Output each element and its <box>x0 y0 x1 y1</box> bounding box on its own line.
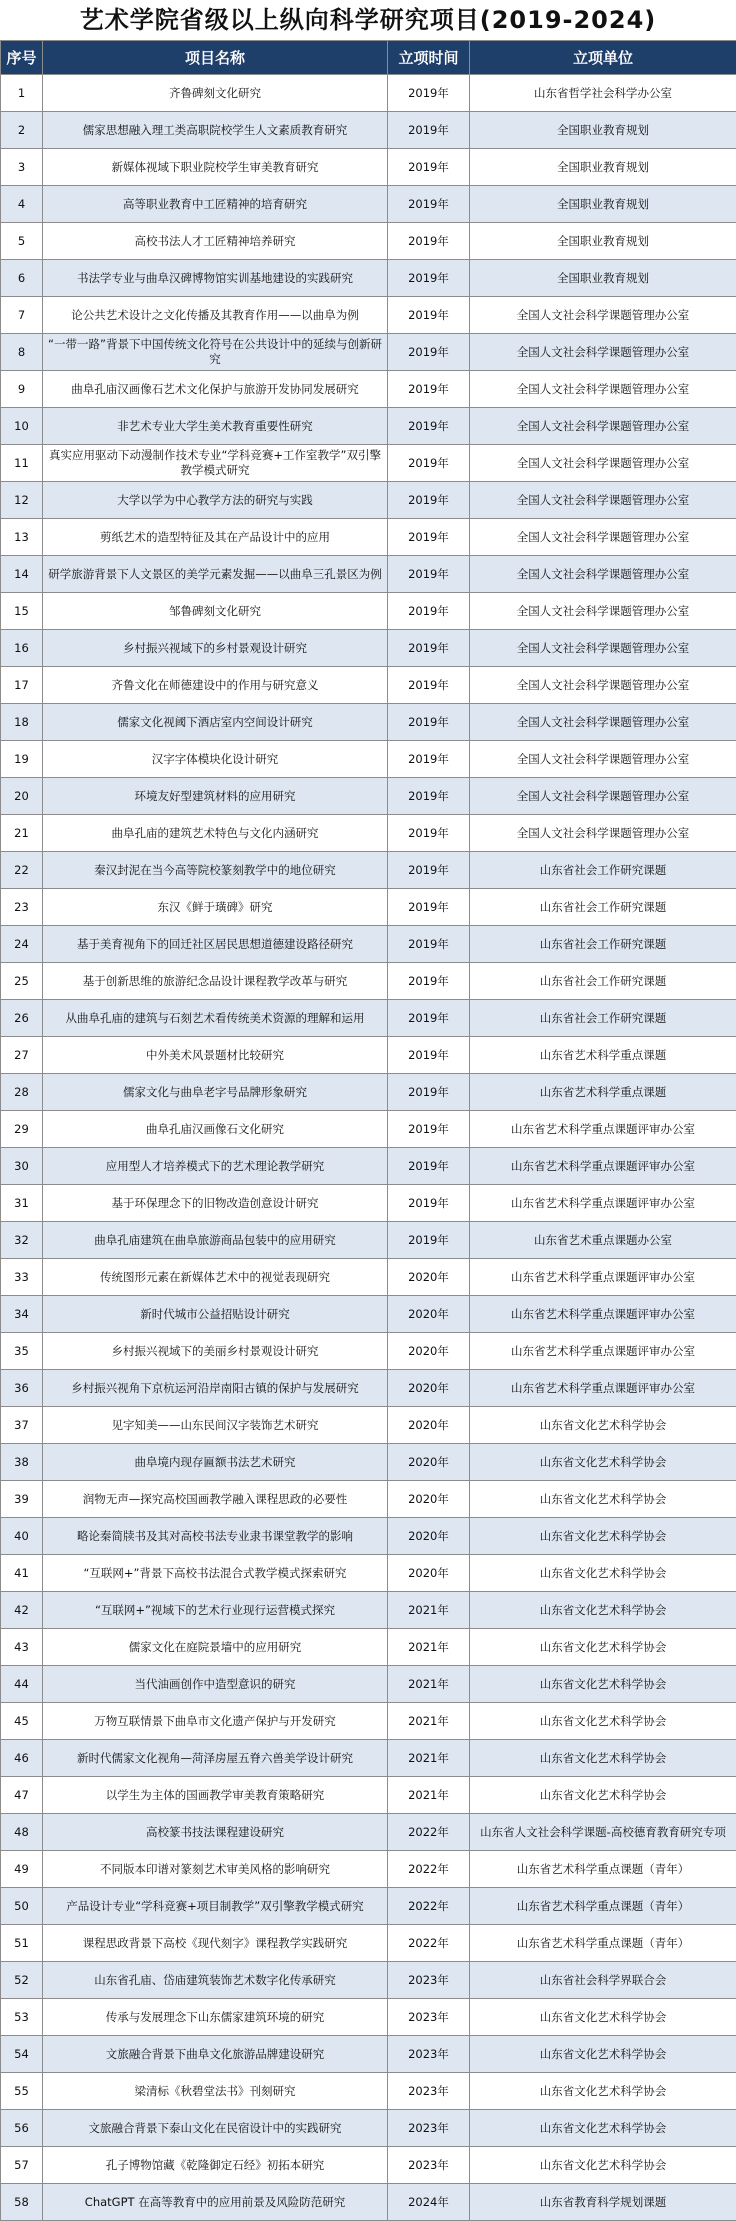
table-row <box>1 778 736 815</box>
header-name: 项目名称 <box>43 41 388 75</box>
cell-project-name: 曲阜孔庙汉画像石文化研究 <box>43 1111 388 1148</box>
cell-index: 27 <box>1 1037 43 1074</box>
table-row <box>1 260 736 297</box>
cell-year: 2019年 <box>388 704 470 741</box>
cell-year: 2021年 <box>388 1666 470 1703</box>
cell-year: 2020年 <box>388 1481 470 1518</box>
cell-index: 11 <box>1 445 43 482</box>
table-row <box>1 371 736 408</box>
cell-org: 山东省艺术科学重点课题评审办公室 <box>470 1259 736 1296</box>
table-row <box>1 1407 736 1444</box>
cell-org: 全国人文社会科学课题管理办公室 <box>470 815 736 852</box>
cell-project-name: 不同版本印谱对篆刻艺术审美风格的影响研究 <box>43 1851 388 1888</box>
cell-org: 山东省文化艺术科学协会 <box>470 1481 736 1518</box>
table-header-row <box>1 41 736 75</box>
table-row <box>1 1000 736 1037</box>
cell-project-name: 齐鲁文化在师德建设中的作用与研究意义 <box>43 667 388 704</box>
table-row <box>1 445 736 482</box>
table-row <box>1 1851 736 1888</box>
cell-org: 山东省文化艺术科学协会 <box>470 1444 736 1481</box>
cell-project-name: 曲阜孔庙的建筑艺术特色与文化内涵研究 <box>43 815 388 852</box>
cell-org: 山东省艺术科学重点课题（青年） <box>470 1851 736 1888</box>
table-row <box>1 297 736 334</box>
cell-project-name: 基于创新思维的旅游纪念品设计课程教学改革与研究 <box>43 963 388 1000</box>
cell-year: 2019年 <box>388 926 470 963</box>
cell-project-name: “互联网+”背景下高校书法混合式教学模式探索研究 <box>43 1555 388 1592</box>
cell-index: 31 <box>1 1185 43 1222</box>
cell-year: 2019年 <box>388 1148 470 1185</box>
table-row <box>1 223 736 260</box>
cell-project-name: 大学以学为中心教学方法的研究与实践 <box>43 482 388 519</box>
table-row <box>1 889 736 926</box>
cell-year: 2020年 <box>388 1444 470 1481</box>
cell-project-name: 梁清标《秋碧堂法书》刊刻研究 <box>43 2073 388 2110</box>
cell-project-name: 乡村振兴视域下的美丽乡村景观设计研究 <box>43 1333 388 1370</box>
cell-index: 41 <box>1 1555 43 1592</box>
cell-org: 山东省艺术科学重点课题评审办公室 <box>470 1370 736 1407</box>
cell-project-name: 文旅融合背景下曲阜文化旅游品牌建设研究 <box>43 2036 388 2073</box>
cell-org: 全国职业教育规划 <box>470 260 736 297</box>
cell-index: 51 <box>1 1925 43 1962</box>
cell-org: 全国人文社会科学课题管理办公室 <box>470 667 736 704</box>
table-row <box>1 704 736 741</box>
table-row <box>1 1185 736 1222</box>
cell-year: 2020年 <box>388 1518 470 1555</box>
cell-index: 45 <box>1 1703 43 1740</box>
table-row <box>1 2073 736 2110</box>
cell-org: 山东省社会工作研究课题 <box>470 1000 736 1037</box>
cell-org: 山东省艺术科学重点课题 <box>470 1074 736 1111</box>
cell-index: 32 <box>1 1222 43 1259</box>
cell-index: 25 <box>1 963 43 1000</box>
cell-year: 2023年 <box>388 2110 470 2147</box>
cell-index: 24 <box>1 926 43 963</box>
cell-org: 山东省文化艺术科学协会 <box>470 1740 736 1777</box>
cell-year: 2022年 <box>388 1851 470 1888</box>
table-row <box>1 186 736 223</box>
table-row <box>1 1666 736 1703</box>
cell-org: 全国人文社会科学课题管理办公室 <box>470 445 736 482</box>
cell-index: 40 <box>1 1518 43 1555</box>
cell-org: 山东省艺术科学重点课题评审办公室 <box>470 1111 736 1148</box>
cell-year: 2019年 <box>388 1185 470 1222</box>
cell-project-name: 孔子博物馆藏《乾隆御定石经》初拓本研究 <box>43 2147 388 2184</box>
cell-org: 山东省艺术科学重点课题评审办公室 <box>470 1185 736 1222</box>
cell-project-name: 课程思政背景下高校《现代刻字》课程教学实践研究 <box>43 1925 388 1962</box>
table-row <box>1 741 736 778</box>
cell-index: 16 <box>1 630 43 667</box>
cell-org: 山东省艺术科学重点课题评审办公室 <box>470 1148 736 1185</box>
cell-project-name: 山东省孔庙、岱庙建筑装饰艺术数字化传承研究 <box>43 1962 388 1999</box>
cell-org: 山东省文化艺术科学协会 <box>470 2073 736 2110</box>
cell-year: 2020年 <box>388 1370 470 1407</box>
cell-org: 山东省文化艺术科学协会 <box>470 2036 736 2073</box>
cell-year: 2019年 <box>388 889 470 926</box>
cell-year: 2019年 <box>388 852 470 889</box>
cell-project-name: 新时代城市公益招贴设计研究 <box>43 1296 388 1333</box>
table-row <box>1 1111 736 1148</box>
table-row <box>1 926 736 963</box>
cell-year: 2023年 <box>388 1999 470 2036</box>
cell-index: 18 <box>1 704 43 741</box>
cell-project-name: 文旅融合背景下泰山文化在民宿设计中的实践研究 <box>43 2110 388 2147</box>
cell-org: 全国人文社会科学课题管理办公室 <box>470 408 736 445</box>
cell-index: 22 <box>1 852 43 889</box>
cell-index: 47 <box>1 1777 43 1814</box>
cell-year: 2019年 <box>388 186 470 223</box>
cell-year: 2021年 <box>388 1703 470 1740</box>
cell-year: 2019年 <box>388 778 470 815</box>
cell-project-name: 应用型人才培养模式下的艺术理论教学研究 <box>43 1148 388 1185</box>
cell-index: 38 <box>1 1444 43 1481</box>
table-row <box>1 1037 736 1074</box>
cell-project-name: 曲阜境内现存匾额书法艺术研究 <box>43 1444 388 1481</box>
table-row <box>1 334 736 371</box>
header-year: 立项时间 <box>388 41 470 75</box>
table-row <box>1 593 736 630</box>
cell-org: 山东省艺术科学重点课题评审办公室 <box>470 1296 736 1333</box>
table-row <box>1 1592 736 1629</box>
cell-index: 3 <box>1 149 43 186</box>
cell-index: 13 <box>1 519 43 556</box>
cell-index: 21 <box>1 815 43 852</box>
cell-project-name: 当代油画创作中造型意识的研究 <box>43 1666 388 1703</box>
table-row <box>1 1518 736 1555</box>
cell-project-name: 环境友好型建筑材料的应用研究 <box>43 778 388 815</box>
cell-index: 19 <box>1 741 43 778</box>
table-row <box>1 556 736 593</box>
table-row <box>1 1999 736 2036</box>
table-row <box>1 1296 736 1333</box>
cell-project-name: 非艺术专业大学生美术教育重要性研究 <box>43 408 388 445</box>
cell-project-name: 真实应用驱动下动漫制作技术专业“学科竞赛+工作室教学”双引擎教学模式研究 <box>43 445 388 482</box>
cell-index: 44 <box>1 1666 43 1703</box>
cell-project-name: 润物无声—探究高校国画教学融入课程思政的必要性 <box>43 1481 388 1518</box>
cell-org: 全国职业教育规划 <box>470 186 736 223</box>
cell-index: 55 <box>1 2073 43 2110</box>
table-row <box>1 75 736 112</box>
cell-org: 山东省文化艺术科学协会 <box>470 1666 736 1703</box>
cell-project-name: 从曲阜孔庙的建筑与石刻艺术看传统美术资源的理解和运用 <box>43 1000 388 1037</box>
table-row <box>1 1740 736 1777</box>
cell-index: 14 <box>1 556 43 593</box>
cell-year: 2022年 <box>388 1888 470 1925</box>
cell-index: 29 <box>1 1111 43 1148</box>
cell-org: 山东省文化艺术科学协会 <box>470 1592 736 1629</box>
cell-org: 山东省教育科学规划课题 <box>470 2184 736 2221</box>
cell-project-name: 东汉《鲜于璜碑》研究 <box>43 889 388 926</box>
table-row <box>1 112 736 149</box>
cell-index: 23 <box>1 889 43 926</box>
cell-org: 山东省文化艺术科学协会 <box>470 1703 736 1740</box>
cell-year: 2019年 <box>388 1037 470 1074</box>
cell-year: 2019年 <box>388 556 470 593</box>
cell-year: 2019年 <box>388 149 470 186</box>
cell-org: 山东省社会科学界联合会 <box>470 1962 736 1999</box>
cell-year: 2019年 <box>388 334 470 371</box>
cell-year: 2019年 <box>388 741 470 778</box>
cell-project-name: 传统图形元素在新媒体艺术中的视觉表现研究 <box>43 1259 388 1296</box>
cell-year: 2021年 <box>388 1592 470 1629</box>
cell-org: 山东省文化艺术科学协会 <box>470 1999 736 2036</box>
cell-year: 2021年 <box>388 1629 470 1666</box>
cell-index: 34 <box>1 1296 43 1333</box>
cell-year: 2019年 <box>388 815 470 852</box>
cell-index: 46 <box>1 1740 43 1777</box>
cell-year: 2019年 <box>388 482 470 519</box>
cell-year: 2019年 <box>388 408 470 445</box>
table-row <box>1 1555 736 1592</box>
cell-year: 2019年 <box>388 260 470 297</box>
table-row <box>1 1703 736 1740</box>
cell-index: 42 <box>1 1592 43 1629</box>
table-row <box>1 2110 736 2147</box>
cell-org: 山东省文化艺术科学协会 <box>470 1555 736 1592</box>
cell-project-name: 乡村振兴视角下京杭运河沿岸南阳古镇的保护与发展研究 <box>43 1370 388 1407</box>
cell-year: 2020年 <box>388 1555 470 1592</box>
cell-year: 2019年 <box>388 593 470 630</box>
cell-year: 2019年 <box>388 1111 470 1148</box>
cell-org: 全国职业教育规划 <box>470 149 736 186</box>
cell-org: 山东省社会工作研究课题 <box>470 889 736 926</box>
cell-project-name: “互联网+”视域下的艺术行业现行运营模式探究 <box>43 1592 388 1629</box>
cell-project-name: 基于美育视角下的回迁社区居民思想道德建设路径研究 <box>43 926 388 963</box>
cell-project-name: 产品设计专业“学科竞赛+项目制教学”双引擎教学模式研究 <box>43 1888 388 1925</box>
cell-project-name: 新时代儒家文化视角—菏泽房屋五脊六兽美学设计研究 <box>43 1740 388 1777</box>
cell-index: 52 <box>1 1962 43 1999</box>
page-title: 艺术学院省级以上纵向科学研究项目(2019-2024) <box>79 6 657 34</box>
table-row <box>1 408 736 445</box>
table-row <box>1 1925 736 1962</box>
cell-index: 7 <box>1 297 43 334</box>
table-row <box>1 1444 736 1481</box>
cell-year: 2019年 <box>388 1222 470 1259</box>
cell-year: 2023年 <box>388 2036 470 2073</box>
cell-project-name: 高校篆书技法课程建设研究 <box>43 1814 388 1851</box>
cell-project-name: 书法学专业与曲阜汉碑博物馆实训基地建设的实践研究 <box>43 260 388 297</box>
cell-org: 山东省艺术重点课题办公室 <box>470 1222 736 1259</box>
table-row <box>1 1629 736 1666</box>
cell-project-name: 研学旅游背景下人文景区的美学元素发掘——以曲阜三孔景区为例 <box>43 556 388 593</box>
cell-project-name: 高校书法人才工匠精神培养研究 <box>43 223 388 260</box>
cell-org: 全国人文社会科学课题管理办公室 <box>470 482 736 519</box>
cell-org: 山东省文化艺术科学协会 <box>470 1629 736 1666</box>
cell-org: 山东省文化艺术科学协会 <box>470 1407 736 1444</box>
table-row <box>1 1777 736 1814</box>
cell-org: 全国职业教育规划 <box>470 223 736 260</box>
cell-org: 全国人文社会科学课题管理办公室 <box>470 297 736 334</box>
cell-year: 2020年 <box>388 1259 470 1296</box>
table-row <box>1 667 736 704</box>
cell-org: 全国人文社会科学课题管理办公室 <box>470 371 736 408</box>
table-row <box>1 1222 736 1259</box>
table-row <box>1 2036 736 2073</box>
cell-org: 山东省艺术科学重点课题评审办公室 <box>470 1333 736 1370</box>
cell-year: 2019年 <box>388 223 470 260</box>
table-row <box>1 1814 736 1851</box>
cell-index: 15 <box>1 593 43 630</box>
cell-index: 4 <box>1 186 43 223</box>
cell-index: 2 <box>1 112 43 149</box>
cell-index: 43 <box>1 1629 43 1666</box>
cell-project-name: 邹鲁碑刻文化研究 <box>43 593 388 630</box>
cell-index: 9 <box>1 371 43 408</box>
table-row <box>1 630 736 667</box>
table-row <box>1 2184 736 2221</box>
cell-year: 2019年 <box>388 1074 470 1111</box>
cell-org: 山东省社会工作研究课题 <box>470 963 736 1000</box>
table-row <box>1 963 736 1000</box>
cell-index: 39 <box>1 1481 43 1518</box>
cell-index: 6 <box>1 260 43 297</box>
table-body <box>1 75 736 2221</box>
cell-project-name: 略论秦简牍书及其对高校书法专业隶书课堂教学的影响 <box>43 1518 388 1555</box>
cell-org: 山东省艺术科学重点课题（青年） <box>470 1888 736 1925</box>
table-row <box>1 815 736 852</box>
cell-project-name: 论公共艺术设计之文化传播及其教育作用——以曲阜为例 <box>43 297 388 334</box>
table-row <box>1 1148 736 1185</box>
cell-project-name: 齐鲁碑刻文化研究 <box>43 75 388 112</box>
cell-project-name: 高等职业教育中工匠精神的培育研究 <box>43 186 388 223</box>
cell-org: 全国人文社会科学课题管理办公室 <box>470 741 736 778</box>
cell-org: 全国人文社会科学课题管理办公室 <box>470 556 736 593</box>
cell-project-name: 儒家文化在庭院景墙中的应用研究 <box>43 1629 388 1666</box>
cell-org: 全国人文社会科学课题管理办公室 <box>470 334 736 371</box>
table-row <box>1 1962 736 1999</box>
cell-year: 2020年 <box>388 1407 470 1444</box>
cell-index: 35 <box>1 1333 43 1370</box>
table-row <box>1 1333 736 1370</box>
cell-index: 30 <box>1 1148 43 1185</box>
cell-org: 山东省文化艺术科学协会 <box>470 2110 736 2147</box>
cell-org: 全国人文社会科学课题管理办公室 <box>470 519 736 556</box>
cell-index: 1 <box>1 75 43 112</box>
cell-project-name: 剪纸艺术的造型特征及其在产品设计中的应用 <box>43 519 388 556</box>
cell-project-name: 中外美术风景题材比较研究 <box>43 1037 388 1074</box>
cell-org: 山东省文化艺术科学协会 <box>470 1518 736 1555</box>
cell-org: 全国人文社会科学课题管理办公室 <box>470 630 736 667</box>
cell-year: 2021年 <box>388 1777 470 1814</box>
cell-project-name: 儒家文化与曲阜老字号品牌形象研究 <box>43 1074 388 1111</box>
cell-org: 山东省艺术科学重点课题 <box>470 1037 736 1074</box>
cell-index: 26 <box>1 1000 43 1037</box>
cell-org: 山东省社会工作研究课题 <box>470 852 736 889</box>
cell-project-name: 万物互联情景下曲阜市文化遗产保护与开发研究 <box>43 1703 388 1740</box>
cell-org: 全国人文社会科学课题管理办公室 <box>470 593 736 630</box>
cell-year: 2019年 <box>388 445 470 482</box>
cell-project-name: 见字知美——山东民间汉字装饰艺术研究 <box>43 1407 388 1444</box>
cell-index: 28 <box>1 1074 43 1111</box>
cell-index: 48 <box>1 1814 43 1851</box>
table-row <box>1 1370 736 1407</box>
cell-year: 2020年 <box>388 1296 470 1333</box>
table-row <box>1 2147 736 2184</box>
cell-year: 2019年 <box>388 371 470 408</box>
cell-year: 2023年 <box>388 2073 470 2110</box>
projects-table <box>0 40 736 2221</box>
cell-project-name: 基于环保理念下的旧物改造创意设计研究 <box>43 1185 388 1222</box>
cell-year: 2024年 <box>388 2184 470 2221</box>
table-row <box>1 852 736 889</box>
cell-index: 5 <box>1 223 43 260</box>
cell-index: 50 <box>1 1888 43 1925</box>
cell-project-name: “一带一路”背景下中国传统文化符号在公共设计中的延续与创新研究 <box>43 334 388 371</box>
table-row <box>1 1259 736 1296</box>
cell-year: 2021年 <box>388 1740 470 1777</box>
cell-index: 49 <box>1 1851 43 1888</box>
table-row <box>1 519 736 556</box>
table-row <box>1 149 736 186</box>
cell-year: 2020年 <box>388 1333 470 1370</box>
cell-org: 全国职业教育规划 <box>470 112 736 149</box>
cell-project-name: 汉字字体模块化设计研究 <box>43 741 388 778</box>
cell-org: 山东省艺术科学重点课题（青年） <box>470 1925 736 1962</box>
cell-index: 12 <box>1 482 43 519</box>
cell-index: 33 <box>1 1259 43 1296</box>
cell-org: 全国人文社会科学课题管理办公室 <box>470 704 736 741</box>
cell-project-name: 儒家文化视阈下酒店室内空间设计研究 <box>43 704 388 741</box>
cell-org: 山东省社会工作研究课题 <box>470 926 736 963</box>
cell-year: 2019年 <box>388 297 470 334</box>
table-row <box>1 1481 736 1518</box>
cell-year: 2022年 <box>388 1925 470 1962</box>
cell-year: 2019年 <box>388 630 470 667</box>
cell-index: 37 <box>1 1407 43 1444</box>
cell-year: 2019年 <box>388 112 470 149</box>
cell-project-name: 曲阜孔庙建筑在曲阜旅游商品包装中的应用研究 <box>43 1222 388 1259</box>
cell-project-name: 以学生为主体的国画教学审美教育策略研究 <box>43 1777 388 1814</box>
cell-org: 山东省文化艺术科学协会 <box>470 1777 736 1814</box>
cell-project-name: 秦汉封泥在当今高等院校篆刻教学中的地位研究 <box>43 852 388 889</box>
cell-year: 2019年 <box>388 1000 470 1037</box>
cell-project-name: 乡村振兴视域下的乡村景观设计研究 <box>43 630 388 667</box>
cell-index: 10 <box>1 408 43 445</box>
cell-index: 20 <box>1 778 43 815</box>
cell-year: 2019年 <box>388 75 470 112</box>
cell-project-name: 传承与发展理念下山东儒家建筑环境的研究 <box>43 1999 388 2036</box>
cell-org: 山东省文化艺术科学协会 <box>470 2147 736 2184</box>
header-index: 序号 <box>1 41 43 75</box>
cell-project-name: ChatGPT 在高等教育中的应用前景及风险防范研究 <box>43 2184 388 2221</box>
cell-index: 36 <box>1 1370 43 1407</box>
cell-year: 2019年 <box>388 519 470 556</box>
cell-org: 山东省人文社会科学课题-高校德育教育研究专项 <box>470 1814 736 1851</box>
cell-project-name: 儒家思想融入理工类高职院校学生人文素质教育研究 <box>43 112 388 149</box>
cell-project-name: 曲阜孔庙汉画像石艺术文化保护与旅游开发协同发展研究 <box>43 371 388 408</box>
cell-year: 2019年 <box>388 963 470 1000</box>
table-row <box>1 482 736 519</box>
cell-index: 17 <box>1 667 43 704</box>
cell-project-name: 新媒体视域下职业院校学生审美教育研究 <box>43 149 388 186</box>
cell-index: 8 <box>1 334 43 371</box>
cell-index: 58 <box>1 2184 43 2221</box>
table-row <box>1 1888 736 1925</box>
cell-index: 56 <box>1 2110 43 2147</box>
cell-index: 53 <box>1 1999 43 2036</box>
cell-year: 2023年 <box>388 1962 470 1999</box>
cell-year: 2023年 <box>388 2147 470 2184</box>
cell-year: 2022年 <box>388 1814 470 1851</box>
cell-index: 54 <box>1 2036 43 2073</box>
cell-index: 57 <box>1 2147 43 2184</box>
header-org: 立项单位 <box>470 41 736 75</box>
cell-org: 全国人文社会科学课题管理办公室 <box>470 778 736 815</box>
table-row <box>1 1074 736 1111</box>
cell-org: 山东省哲学社会科学办公室 <box>470 75 736 112</box>
cell-year: 2019年 <box>388 667 470 704</box>
